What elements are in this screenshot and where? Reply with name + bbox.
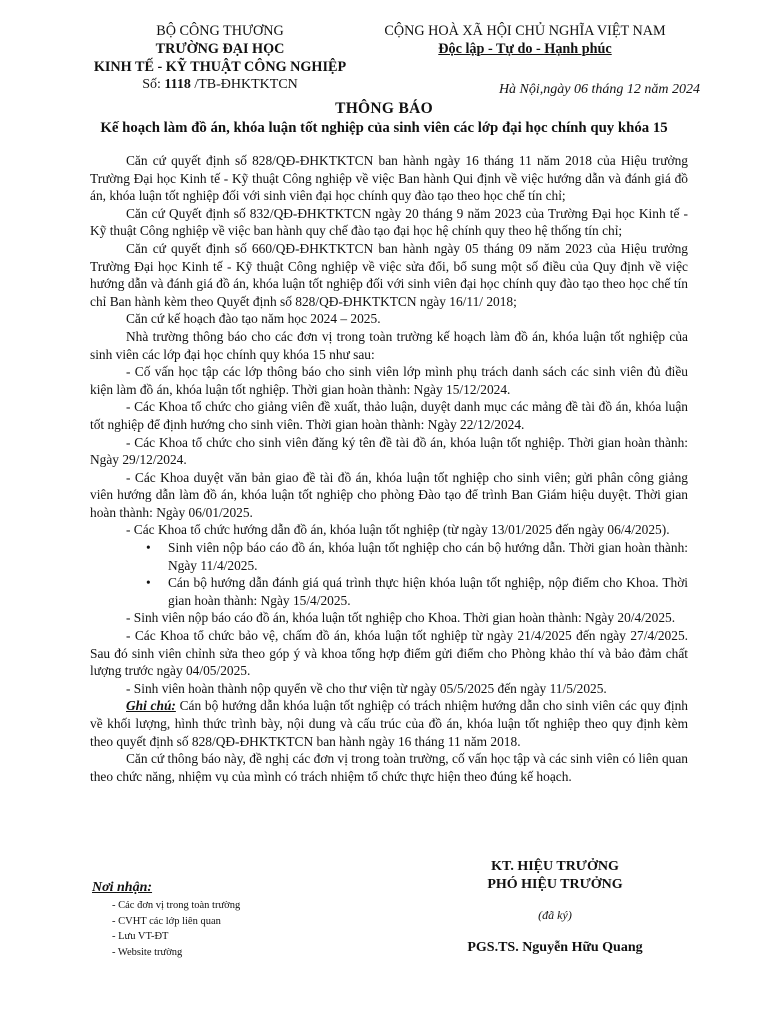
plan-item-1: - Cố vấn học tập các lớp thông báo cho sinh viên lớp mình phụ trách danh sách các sinh viên đủ điều kiện làm đồ án, khóa luận tốt nghiệp. Thời gian hoàn thành: Ngày 15/12/2024. [90, 364, 688, 397]
document-subtitle: Kế hoạch làm đồ án, khóa luận tốt nghiệp của sinh viên các lớp đại học chính quy khóa 15 [100, 120, 668, 136]
issuer-header [70, 22, 370, 94]
country-name: CỘNG HOÀ XÃ HỘI CHỦ NGHĨA VIỆT NAM [384, 23, 666, 39]
recipients-list [112, 898, 240, 960]
plan-item-3: - Các Khoa tổ chức cho sinh viên đăng ký tên đề tài đồ án, khóa luận tốt nghiệp. Thời gian hoàn thành: Ngày 29/12/2024. [90, 434, 688, 468]
recipients-label: Nơi nhận: [92, 880, 153, 895]
basis-paragraph-4: Căn cứ kế hoạch đào tạo năm học 2024 – 2025. [126, 311, 381, 327]
basis-paragraph-2: Căn cứ Quyết định số 832/QĐ-ĐHKTKTCN ngày 20 tháng 9 năm 2023 của Trường Đại học Kinh tế - Kỹ thuật Công nghiệp về việc ban hành quy chế đào tạo đại học hệ chính quy theo hệ thống tín chỉ; [90, 205, 688, 239]
list-item: - Website trường [112, 946, 183, 958]
signed-note: (đã ký) [538, 908, 572, 922]
bullet-text: Sinh viên nộp báo cáo đồ án, khóa luận tốt nghiệp cho cán bộ hướng dẫn. Thời gian hoàn thành: Ngày 11/4/2025. [168, 540, 688, 573]
signature-line-1: KT. HIỆU TRƯỞNG [491, 859, 619, 874]
plan-item-8: - Sinh viên hoàn thành nộp quyển về cho thư viện từ ngày 05/5/2025 đến ngày 11/5/2025. [126, 680, 607, 696]
bullet-icon: • [146, 575, 151, 591]
plan-item-5: - Các Khoa tổ chức hướng dẫn đồ án, khóa luận tốt nghiệp (từ ngày 13/01/2025 đến ngày 06/4/2025). [126, 522, 670, 538]
basis-paragraph-3: Căn cứ quyết định số 660/QĐ-ĐHKTKTCN ban hành ngày 05 tháng 09 năm 2023 của Hiệu trưởng Trường Đại học Kinh tế - Kỹ thuật Công nghiệp về việc sửa đổi, bổ sung một số điều của Quy định về việc hướng dẫn và đánh giá đồ án, khóa luận tốt nghiệp đối với sinh viên đại học chính quy đào tạo theo học chế tín chỉ Ban hành kèm theo Quyết định số 828/QĐ-ĐHKTKTCN ngày 16/11/ 2018; [90, 240, 688, 309]
plan-item-2: - Các Khoa tổ chức cho giảng viên đề xuất, thảo luận, duyệt danh mục các mảng đề tài đồ án, khóa luận tốt nghiệp để định hướng cho sinh viên. Thời gian hoàn thành: Ngày 22/12/2024. [90, 399, 688, 432]
document-body [90, 152, 688, 785]
note-text: Cán bộ hướng dẫn khóa luận tốt nghiệp có trách nhiệm hướng dẫn cho sinh viên các quy định về khối lượng, hình thức trình bày, nội dung và cấu trúc của đồ án, khóa luận tốt nghiệp theo quy định kèm theo quyết định số 828/QĐ-ĐHKTKTCN ban hành ngày 16 tháng 11 năm 2018. [90, 698, 688, 749]
plan-sub-list [90, 539, 688, 609]
closing-paragraph: Căn cứ thông báo này, đề nghị các đơn vị trong toàn trường, cố vấn học tập và các sinh viên có liên quan theo chức năng, nhiệm vụ của mình có trách nhiệm tổ chức thực hiện theo đúng kế hoạch. [90, 751, 688, 784]
signer-name: PGS.TS. Nguyễn Hữu Quang [467, 940, 643, 955]
list-item [90, 574, 688, 609]
reference-number [70, 76, 370, 94]
national-motto: Độc lập - Tự do - Hạnh phúc [438, 41, 612, 57]
university-name-line2: KINH TẾ - KỸ THUẬT CÔNG NGHIỆP [93, 59, 347, 75]
bullet-text: Cán bộ hướng dẫn đánh giá quá trình thực hiện khóa luận tốt nghiệp, nộp điểm cho Khoa. Thời gian hoàn thành: Ngày 15/4/2025. [168, 575, 688, 608]
signature-title [410, 858, 700, 894]
bullet-icon: • [146, 540, 151, 556]
plan-item-7: - Các Khoa tổ chức bảo vệ, chấm đồ án, khóa luận tốt nghiệp từ ngày 21/4/2025 đến ngày 27/4/2025. Sau đó sinh viên chỉnh sửa theo góp ý và khoa tổng hợp điểm gửi điểm cho Phòng khảo thí và bảo đảm chất lượng trước ngày 04/05/2025. [90, 628, 688, 679]
note-paragraph [90, 697, 688, 750]
plan-item-4: - Các Khoa duyệt văn bản giao đề tài đồ án, khóa luận tốt nghiệp cho sinh viên; gửi phân công giảng viên hướng dẫn làm đồ án, khóa luận tốt nghiệp cho phòng Đào tạo để trình Ban Giám hiệu duyệt. Thời gian hoàn thành: Ngày 06/01/2025. [90, 469, 688, 520]
plan-item-6: - Sinh viên nộp báo cáo đồ án, khóa luận tốt nghiệp cho Khoa. Thời gian hoàn thành: Ngày 20/4/2025. [126, 610, 676, 626]
note-label: Ghi chú: [126, 698, 176, 714]
list-item: - Lưu VT-ĐT [112, 931, 169, 942]
university-name-line1: TRƯỜNG ĐẠI HỌC [155, 41, 285, 57]
national-header [365, 22, 685, 58]
ref-suffix: /TB-ĐHKTKTCN [190, 77, 298, 92]
basis-paragraph-1: Căn cứ quyết định số 828/QĐ-ĐHKTKTCN ban hành ngày 16 tháng 11 năm 2018 của Hiệu trưởng Trường Đại học Kinh tế - Kỹ thuật Công nghiệp về việc Ban hành Qui định về việc hướng dẫn và đánh giá đồ án, khóa luận tốt nghiệp đối với sinh viên đại học chính quy đào tạo theo học chế tín chỉ; [90, 153, 688, 204]
intro-paragraph: Nhà trường thông báo cho các đơn vị trong toàn trường kế hoạch làm đồ án, khóa luận tốt nghiệp của sinh viên các lớp đại học chính quy khóa 15 như sau: [90, 328, 688, 362]
list-item [90, 539, 688, 574]
ref-number: 1118 [164, 77, 191, 92]
ref-prefix: Số: [142, 77, 165, 92]
signature-line-2: PHÓ HIỆU TRƯỞNG [487, 877, 623, 892]
ministry-name: BỘ CÔNG THƯƠNG [156, 23, 284, 39]
issue-date: Hà Nội,ngày 06 tháng 12 năm 2024 [498, 82, 700, 97]
document-title: THÔNG BÁO [335, 100, 433, 117]
list-item: - CVHT các lớp liên quan [112, 915, 221, 927]
list-item: - Các đơn vị trong toàn trường [112, 900, 241, 911]
